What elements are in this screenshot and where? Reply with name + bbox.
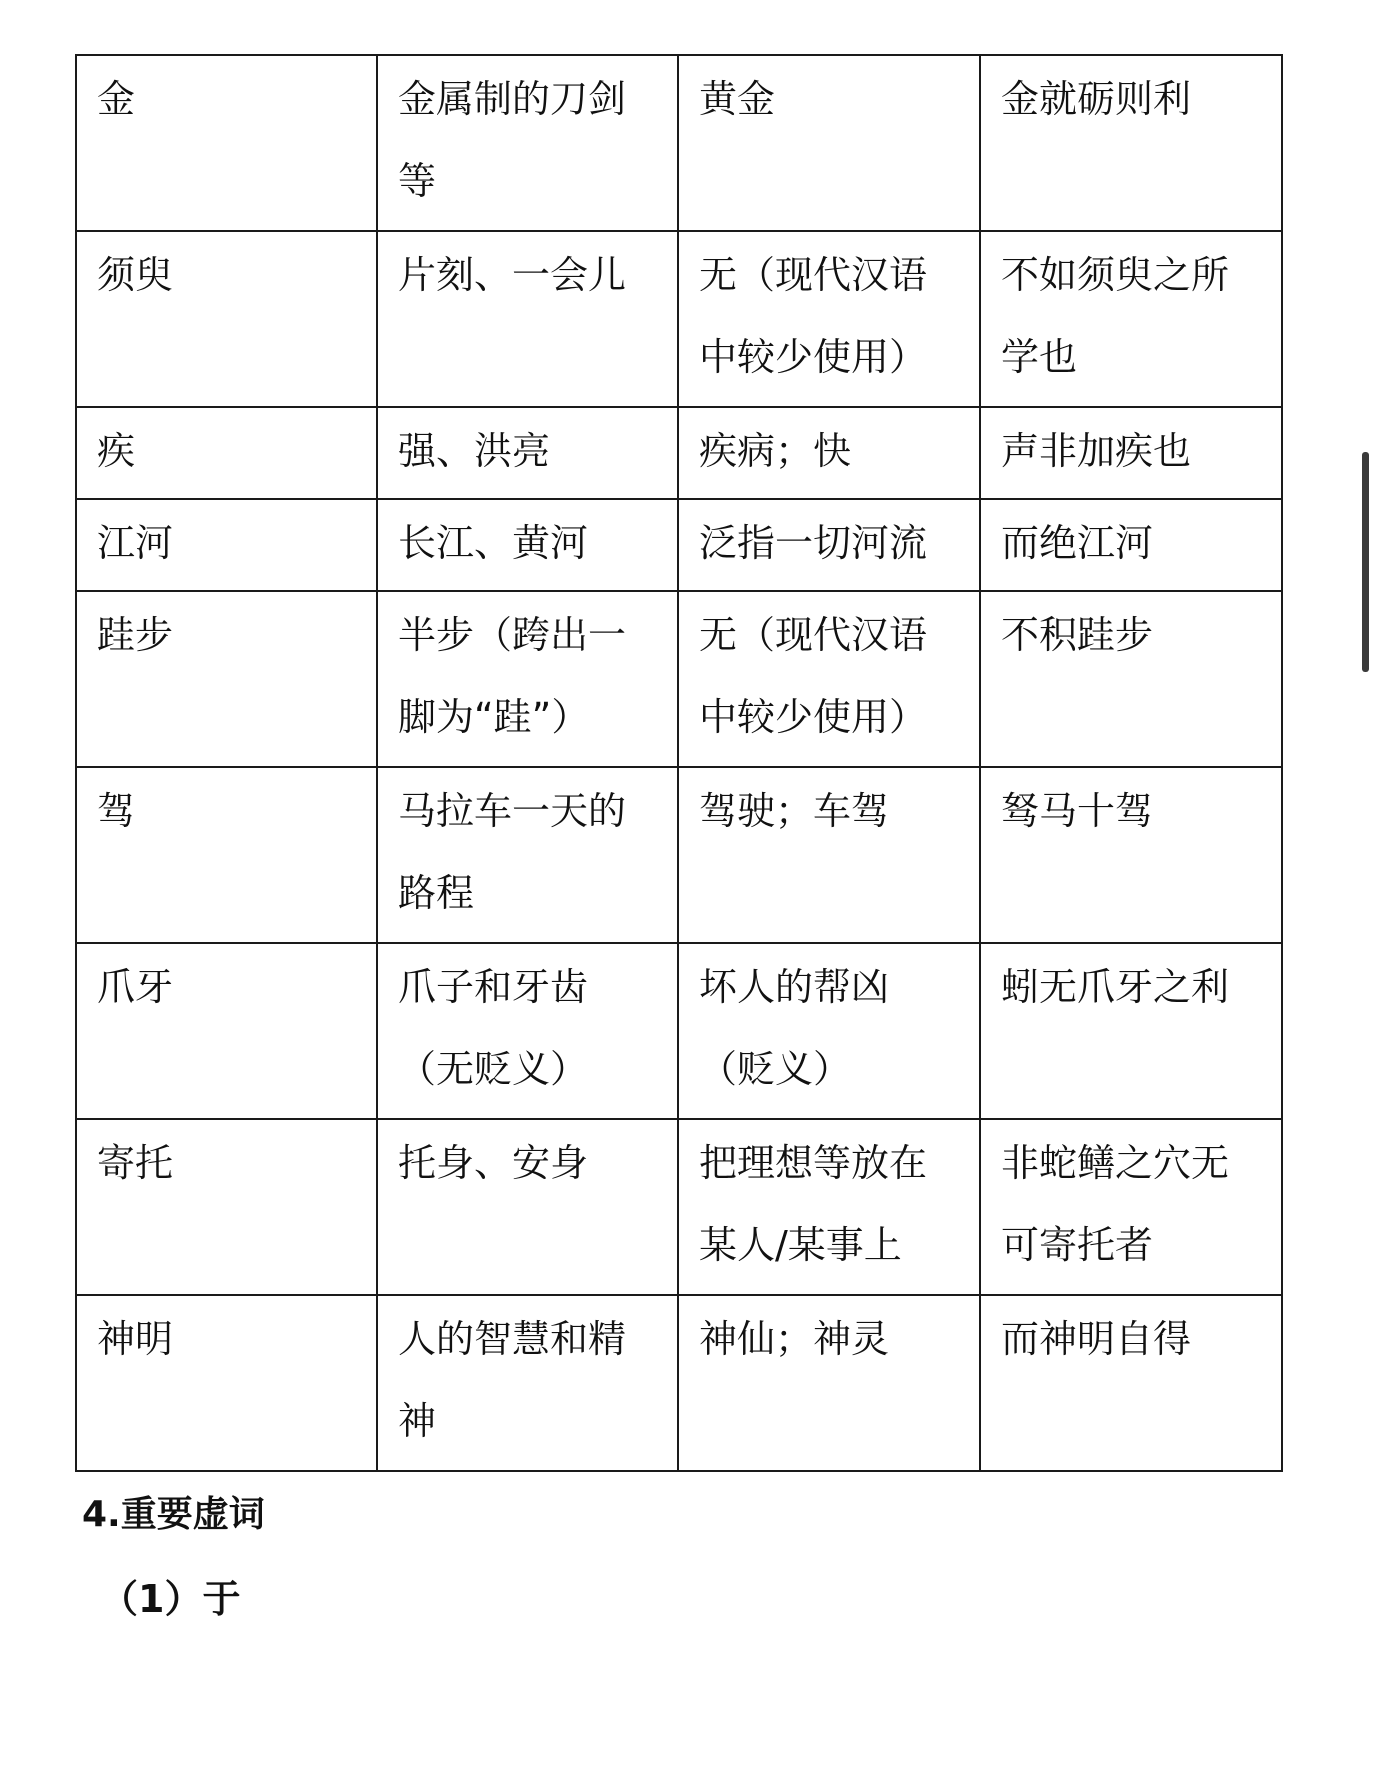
modern-meaning-cell: 坏人的帮凶（贬义）	[678, 943, 980, 1119]
word-cell: 跬步	[76, 591, 377, 767]
example-cell: 蚓无爪牙之利	[980, 943, 1282, 1119]
word-cell: 神明	[76, 1295, 377, 1471]
modern-meaning-cell: 把理想等放在某人/某事上	[678, 1119, 980, 1295]
ancient-meaning-cell: 半步（跨出一脚为“跬”）	[377, 591, 678, 767]
ancient-meaning-cell: 金属制的刀剑等	[377, 55, 678, 231]
ancient-meaning-cell: 人的智慧和精神	[377, 1295, 678, 1471]
table-row	[76, 55, 1282, 231]
ancient-meaning-cell: 片刻、一会儿	[377, 231, 678, 407]
word-cell: 须臾	[76, 231, 377, 407]
modern-meaning-cell: 无（现代汉语中较少使用）	[678, 231, 980, 407]
example-cell: 而绝江河	[980, 499, 1282, 591]
word-cell: 疾	[76, 407, 377, 499]
table-row	[76, 591, 1282, 767]
example-cell: 非蛇鳝之穴无可寄托者	[980, 1119, 1282, 1295]
modern-meaning-cell: 黄金	[678, 55, 980, 231]
table-row	[76, 407, 1282, 499]
example-cell: 不积跬步	[980, 591, 1282, 767]
table-row	[76, 767, 1282, 943]
ancient-meaning-cell: 长江、黄河	[377, 499, 678, 591]
word-cell: 爪牙	[76, 943, 377, 1119]
example-cell: 驽马十驾	[980, 767, 1282, 943]
sub-heading: （1）于	[100, 1577, 241, 1621]
table-row	[76, 1295, 1282, 1471]
ancient-meaning-cell: 强、洪亮	[377, 407, 678, 499]
section-heading: 4.重要虚词	[82, 1494, 265, 1535]
modern-meaning-cell: 神仙；神灵	[678, 1295, 980, 1471]
table-row	[76, 943, 1282, 1119]
word-cell: 金	[76, 55, 377, 231]
word-cell: 驾	[76, 767, 377, 943]
scrollbar[interactable]	[1362, 452, 1369, 672]
ancient-meaning-cell: 托身、安身	[377, 1119, 678, 1295]
modern-meaning-cell: 驾驶；车驾	[678, 767, 980, 943]
modern-meaning-cell: 泛指一切河流	[678, 499, 980, 591]
modern-meaning-cell: 无（现代汉语中较少使用）	[678, 591, 980, 767]
ancient-meaning-cell: 爪子和牙齿（无贬义）	[377, 943, 678, 1119]
example-cell: 金就砺则利	[980, 55, 1282, 231]
modern-meaning-cell: 疾病；快	[678, 407, 980, 499]
ancient-meaning-cell: 马拉车一天的路程	[377, 767, 678, 943]
example-cell: 不如须臾之所学也	[980, 231, 1282, 407]
table-row	[76, 1119, 1282, 1295]
word-cell: 寄托	[76, 1119, 377, 1295]
vocabulary-table	[75, 54, 1283, 1472]
table-row	[76, 231, 1282, 407]
example-cell: 而神明自得	[980, 1295, 1282, 1471]
table-row	[76, 499, 1282, 591]
example-cell: 声非加疾也	[980, 407, 1282, 499]
word-cell: 江河	[76, 499, 377, 591]
